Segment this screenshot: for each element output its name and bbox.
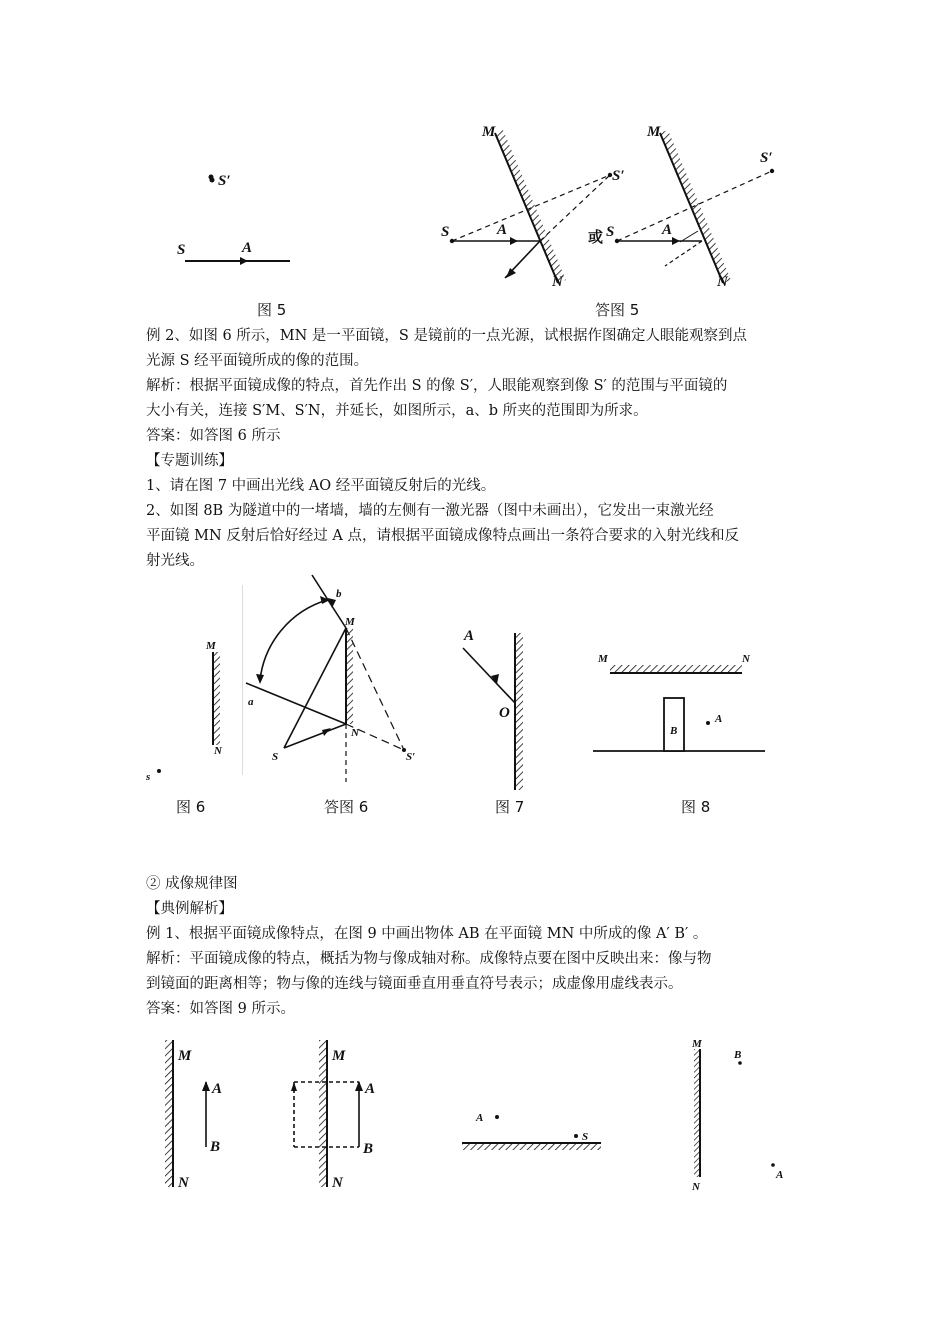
caption-ans5: 答图 5 (595, 301, 640, 318)
paragraph-line: 答案：如答图 6 所示 (146, 428, 281, 444)
label-s-prime-2: S′ (760, 150, 773, 166)
section-heading: 【典例解析】 (146, 901, 233, 917)
label-or: 或 (588, 230, 604, 246)
label-m: M (206, 640, 216, 652)
label-s: s (146, 771, 151, 783)
caption-ans6: 答图 6 (324, 798, 369, 816)
label-m-2: M (647, 124, 661, 140)
label-b: B (363, 1141, 374, 1157)
label-m: M (345, 616, 355, 628)
label-m: M (332, 1048, 346, 1064)
section-heading: ② 成像规律图 (146, 876, 238, 892)
label-a-2: A (662, 222, 673, 238)
label-s-prime-1: S′ (612, 168, 625, 184)
label-a: A (715, 713, 723, 725)
caption-fig7: 图 7 (495, 798, 525, 816)
paragraph-line: 解析：平面镜成像的特点，概括为物与像成轴对称。成像特点要在图中反映出来：像与物 (146, 951, 712, 967)
label-n: N (214, 745, 222, 757)
label-s: S (177, 242, 186, 258)
label-n: N (332, 1175, 343, 1191)
label-a: A (212, 1081, 223, 1097)
caption-fig8: 图 8 (681, 798, 711, 816)
text-block-1 (146, 324, 810, 574)
label-a: a (248, 696, 254, 708)
label-a: A (242, 240, 253, 256)
paragraph-line: 1、请在图 7 中画出光线 AO 经平面镜反射后的光线。 (146, 478, 496, 494)
label-n: N (692, 1181, 700, 1193)
caption-fig6: 图 6 (176, 798, 206, 816)
paragraph-line: 答案：如答图 9 所示。 (146, 1001, 295, 1017)
label-m: M (692, 1038, 702, 1050)
label-a: A (464, 628, 475, 644)
paragraph-line: 2、如图 8B 为隧道中的一堵墙，墙的左侧有一激光器（图中未画出），它发出一束激光经 (146, 503, 714, 519)
figure-11 (680, 1035, 800, 1195)
paragraph-line: 平面镜 MN 反射后恰好经过 A 点，请根据平面镜成像特点画出一条符合要求的入射光线和反 (146, 528, 739, 544)
label-n-2: N (717, 274, 728, 290)
paragraph-line: 大小有关，连接 S′M、S′N，并延长，如图所示，a、b 所夹的范围即为所求。 (146, 403, 648, 419)
label-n: N (351, 727, 359, 739)
label-a: A (365, 1081, 376, 1097)
label-a: A (776, 1169, 784, 1181)
figure-9 (150, 1035, 250, 1195)
figure-8 (590, 640, 780, 820)
figure-6 (140, 630, 240, 820)
figure-7 (455, 620, 555, 820)
label-a-1: A (497, 222, 508, 238)
label-n-1: N (552, 274, 563, 290)
label-m: M (598, 653, 608, 665)
paragraph-line: 解析：根据平面镜成像的特点，首先作出 S 的像 S′，人眼能观察到像 S′ 的范围与平面镜的 (146, 378, 728, 394)
label-s-2: S (606, 224, 615, 240)
label-s: S (582, 1131, 589, 1143)
label-b: B (734, 1049, 742, 1061)
label-b: B (670, 725, 678, 737)
figure-10 (455, 1080, 615, 1160)
paragraph-line: 射光线。 (146, 553, 204, 569)
label-a: A (476, 1112, 484, 1124)
label-m: M (178, 1048, 192, 1064)
label-s-1: S (441, 224, 450, 240)
label-s-prime: S′ (406, 751, 416, 763)
label-s: S (272, 751, 279, 763)
paragraph-line: 光源 S 经平面镜所成的像的范围。 (146, 353, 369, 369)
label-b: B (210, 1139, 221, 1155)
paragraph-line: 例 1、根据平面镜成像特点，在图 9 中画出物体 AB 在平面镜 MN 中所成的像 A′ B′ 。 (146, 926, 708, 942)
answer-figure-9 (282, 1035, 392, 1195)
paragraph-line: 例 2、如图 6 所示，MN 是一平面镜，S 是镜前的一点光源，试根据作图确定人眼能观察到点 (146, 328, 747, 344)
section-heading: 【专题训练】 (146, 453, 233, 469)
label-n: N (178, 1175, 189, 1191)
answer-figure-6 (242, 570, 432, 820)
caption-fig5: 图 5 (257, 301, 287, 319)
text-block-2 (146, 872, 810, 1022)
answer-figure-5 (430, 118, 800, 318)
paragraph-line: 到镜面的距离相等；物与像的连线与镜面垂直用垂直符号表示；成虚像用虚线表示。 (146, 976, 683, 992)
figure-5 (160, 160, 340, 320)
label-b: b (336, 588, 342, 600)
label-n: N (742, 653, 750, 665)
label-m-1: M (482, 124, 496, 140)
label-s-prime: S′ (218, 173, 231, 189)
label-o: O (499, 705, 510, 721)
